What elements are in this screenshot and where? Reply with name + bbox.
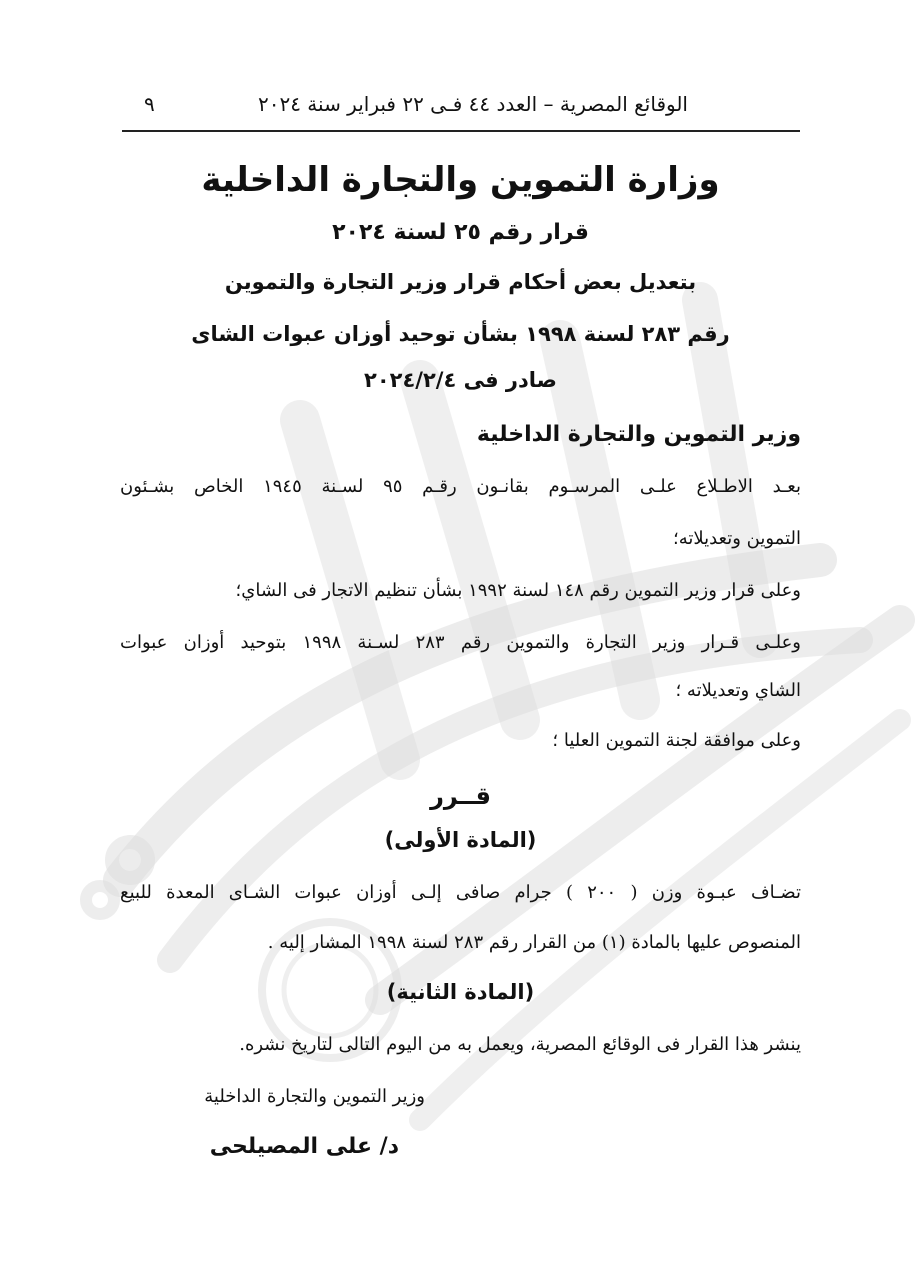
ministry-title: وزارة التموين والتجارة الداخلية [201,160,720,200]
subject-line-1: بتعديل بعض أحكام قرار وزير التجارة والتموين [224,270,697,294]
issue-date: صادر فى ٢٠٢٤/٢/٤ [364,368,557,392]
page-header [122,88,800,132]
article-2-line: ينشر هذا القرار فى الوقائع المصرية، ويعمل به من اليوم التالى لتاريخ نشره. [239,1034,801,1055]
signature-title: وزير التموين والتجارة الداخلية [204,1086,425,1107]
preamble-line: وعلى موافقة لجنة التموين العليا ؛ [552,730,801,751]
decision-number: قرار رقم ٢٥ لسنة ٢٠٢٤ [332,220,589,245]
preamble-line: التموين وتعديلاته؛ [672,528,801,549]
article-1-title: (المادة الأولى) [384,828,537,852]
preamble-line: الشاي وتعديلاته ؛ [675,680,801,701]
subject-line-2: رقم ٢٨٣ لسنة ١٩٩٨ بشأن توحيد أوزان عبوات الشاى [191,322,730,346]
article-2-title: (المادة الثانية) [386,980,535,1004]
preamble-line: وعلـى قـرار وزير التجارة والتموين رقم ٢٨٣ لسـنة ١٩٩٨ بتوحيد أوزان عبوات [120,632,802,653]
publication-line: الوقائع المصرية – العدد ٤٤ فـى ٢٢ فبراير سنة ٢٠٢٤ [257,92,688,116]
signature-name: د/ على المصيلحى [209,1134,399,1159]
preamble-line: وعلى قرار وزير التموين رقم ١٤٨ لسنة ١٩٩٢ بشأن تنظيم الاتجار فى الشاي؛ [235,580,801,601]
article-1-line: المنصوص عليها بالمادة (١) من القرار رقم ٢٨٣ لسنة ١٩٩٨ المشار إليه . [267,932,801,953]
minister-heading: وزير التموين والتجارة الداخلية [476,422,801,447]
article-1-line: تضـاف عبـوة وزن ( ٢٠٠ ) جرام صافى إلـى أوزان عبوات الشـاى المعدة للبيع [120,882,801,903]
page-number: ٩ [144,92,155,116]
preamble-line: بعـد الاطـلاع علـى المرسـوم بقانـون رقـم ٩٥ لسـنة ١٩٤٥ الخاص بشـئون [120,476,802,497]
decided-heading: قــرر [430,782,491,810]
